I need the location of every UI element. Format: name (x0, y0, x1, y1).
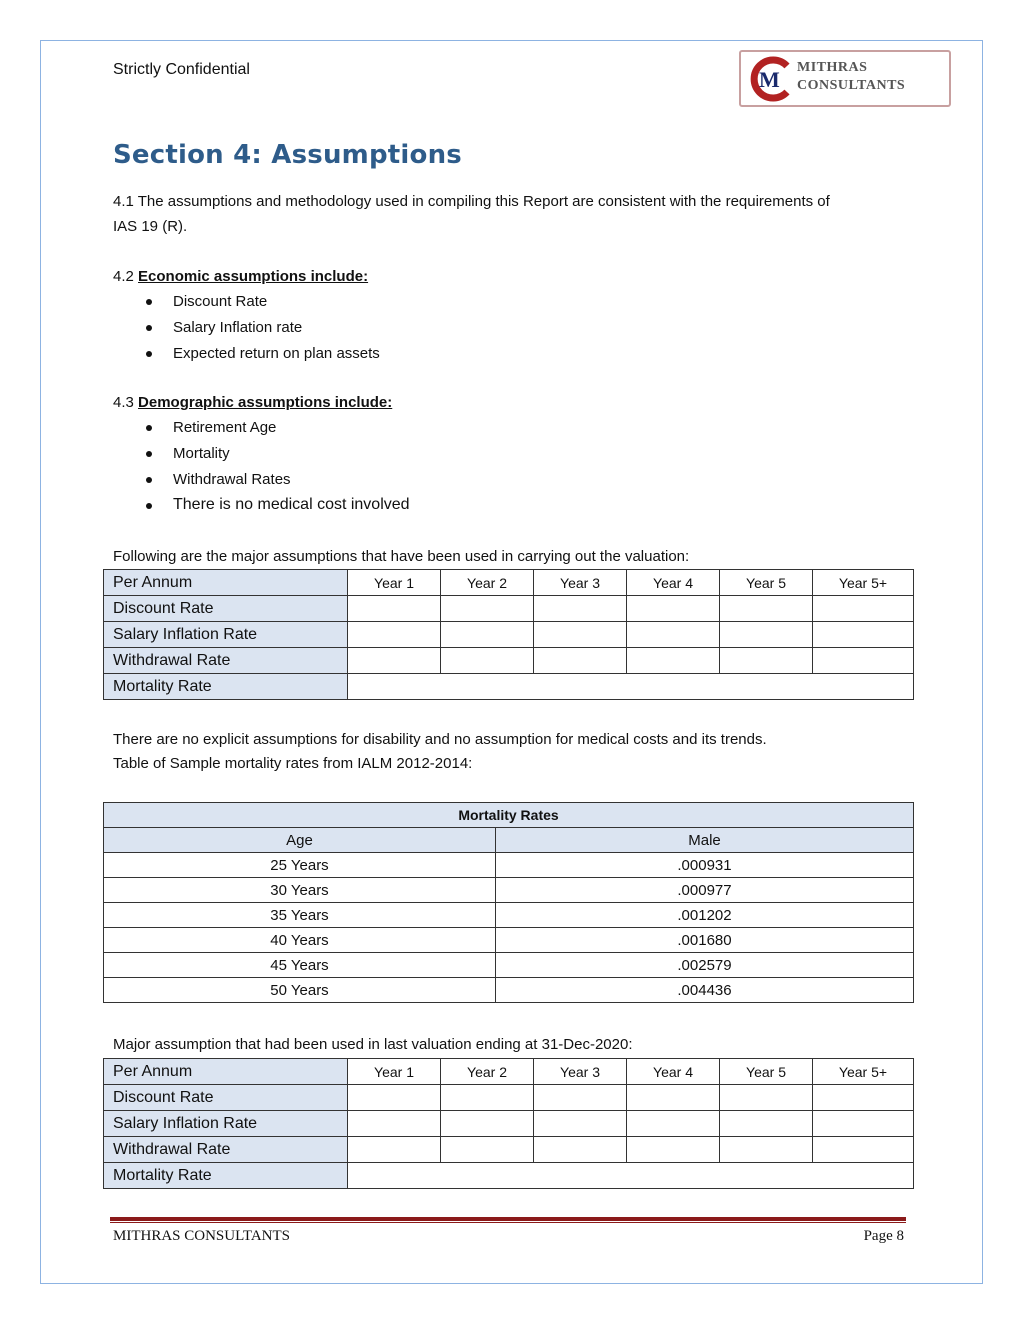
table-row (104, 1137, 914, 1163)
table-cell (720, 648, 813, 674)
table-cell (534, 622, 627, 648)
table-cell (627, 1111, 720, 1137)
rate-cell: .000977 (496, 878, 914, 903)
bullet-icon (146, 477, 152, 483)
para-4-1-line1: 4.1 The assumptions and methodology used in compiling this Report are consistent with the requirements of (113, 193, 830, 210)
table-row (104, 903, 914, 928)
row-label: Mortality Rate (104, 674, 348, 700)
table-cell (534, 1137, 627, 1163)
row-label: Discount Rate (104, 1085, 348, 1111)
list-item: There is no medical cost involved (173, 496, 410, 513)
table-cell (813, 596, 914, 622)
heading-4-3 (113, 394, 392, 412)
list-item: Mortality (173, 445, 230, 462)
heading-4-2-number: 4.2 (113, 268, 139, 285)
bullet-icon (146, 299, 152, 305)
footer-rule-thin (110, 1222, 906, 1223)
table-row (104, 953, 914, 978)
table-cell (348, 648, 441, 674)
table-cell (348, 1163, 914, 1189)
table2-intro: Major assumption that had been used in last valuation ending at 31-Dec-2020: (113, 1036, 633, 1053)
table-cell (348, 1111, 441, 1137)
heading-4-3-number: 4.3 (113, 394, 139, 411)
row-label: Salary Inflation Rate (104, 622, 348, 648)
logo-text-line1: MITHRAS (797, 60, 868, 75)
row-label: Withdrawal Rate (104, 648, 348, 674)
header-cell: Year 3 (534, 1059, 627, 1085)
age-cell: 25 Years (104, 853, 496, 878)
table-cell (813, 648, 914, 674)
table-cell (627, 648, 720, 674)
table-cell (441, 596, 534, 622)
heading-4-3-text: Demographic assumptions include: (138, 394, 393, 411)
table-cell (627, 596, 720, 622)
header-cell: Year 2 (441, 1059, 534, 1085)
bullet-icon (146, 425, 152, 431)
table-cell (534, 1085, 627, 1111)
header-cell: Year 1 (348, 570, 441, 596)
last-valuation-table (103, 1058, 914, 1189)
table-cell (720, 1137, 813, 1163)
table-cell (813, 622, 914, 648)
row-label: Salary Inflation Rate (104, 1111, 348, 1137)
rate-cell: .004436 (496, 978, 914, 1003)
list-item: Discount Rate (173, 293, 268, 310)
header-cell: Year 4 (627, 570, 720, 596)
table-row (104, 853, 914, 878)
table-cell (720, 622, 813, 648)
age-cell: 40 Years (104, 928, 496, 953)
table1-intro: Following are the major assumptions that have been used in carrying out the valuation: (113, 548, 690, 565)
heading-4-2 (113, 268, 368, 286)
age-cell: 35 Years (104, 903, 496, 928)
confidential-label: Strictly Confidential (113, 61, 250, 78)
logo-text-line2: CONSULTANTS (797, 78, 906, 93)
mortality-table (103, 802, 914, 1003)
table-cell (534, 648, 627, 674)
rate-cell: .001202 (496, 903, 914, 928)
footer-company: MITHRAS CONSULTANTS (113, 1228, 291, 1244)
note-line1: There are no explicit assumptions for disability and no assumption for medical costs and its trends. (113, 731, 767, 748)
bullet-icon (146, 503, 152, 509)
header-cell: Per Annum (104, 1059, 348, 1085)
table-cell (534, 1111, 627, 1137)
table-cell (348, 596, 441, 622)
age-cell: 30 Years (104, 878, 496, 903)
list-item: Salary Inflation rate (173, 319, 303, 336)
svg-text:M: M (759, 67, 780, 92)
table-cell (441, 648, 534, 674)
table-cell (534, 596, 627, 622)
row-label: Withdrawal Rate (104, 1137, 348, 1163)
list-item: Retirement Age (173, 419, 277, 436)
table-cell (627, 1137, 720, 1163)
list-item: Withdrawal Rates (173, 471, 291, 488)
list-item: Expected return on plan assets (173, 345, 380, 362)
table-cell (348, 622, 441, 648)
company-logo (739, 50, 951, 107)
table-cell (627, 1085, 720, 1111)
bullet-icon (146, 451, 152, 457)
assumption-table (103, 569, 914, 700)
table-header-row (104, 570, 914, 596)
table-row (104, 878, 914, 903)
header-cell: Year 5+ (813, 570, 914, 596)
bullet-icon (146, 325, 152, 331)
header-cell: Year 2 (441, 570, 534, 596)
table-cell (348, 674, 914, 700)
table-row (104, 648, 914, 674)
rate-cell: .002579 (496, 953, 914, 978)
header-cell: Year 5 (720, 1059, 813, 1085)
table-header-row (104, 828, 914, 853)
table-cell (441, 1111, 534, 1137)
table-cell (720, 1111, 813, 1137)
table-header-row (104, 1059, 914, 1085)
row-label: Mortality Rate (104, 1163, 348, 1189)
header-cell-age: Age (104, 828, 496, 853)
header-cell: Year 4 (627, 1059, 720, 1085)
table-cell (720, 596, 813, 622)
header-cell: Year 1 (348, 1059, 441, 1085)
table-cell (813, 1111, 914, 1137)
para-4-1-line2: IAS 19 (R). (113, 218, 188, 235)
table-cell (813, 1085, 914, 1111)
table-cell (441, 1085, 534, 1111)
bullet-icon (146, 351, 152, 357)
header-cell: Per Annum (104, 570, 348, 596)
rate-cell: .001680 (496, 928, 914, 953)
table-title-row (104, 803, 914, 828)
table-cell (720, 1085, 813, 1111)
header-cell-male: Male (496, 828, 914, 853)
heading-4-2-text: Economic assumptions include: (138, 268, 369, 285)
header-cell: Year 5+ (813, 1059, 914, 1085)
table-row (104, 1163, 914, 1189)
logo-mark-icon (747, 56, 795, 102)
header-cell: Year 5 (720, 570, 813, 596)
mortality-table-title: Mortality Rates (104, 803, 914, 828)
note-line2: Table of Sample mortality rates from IALM 2012-2014: (113, 755, 473, 772)
table-cell (441, 622, 534, 648)
table-row (104, 978, 914, 1003)
table-cell (441, 1137, 534, 1163)
table-cell (348, 1085, 441, 1111)
rate-cell: .000931 (496, 853, 914, 878)
table-row (104, 674, 914, 700)
table-row (104, 596, 914, 622)
table-row (104, 1085, 914, 1111)
age-cell: 45 Years (104, 953, 496, 978)
table-row (104, 622, 914, 648)
table-row (104, 1111, 914, 1137)
section-title: Section 4: Assumptions (113, 140, 462, 170)
age-cell: 50 Years (104, 978, 496, 1003)
table-row (104, 928, 914, 953)
footer-rule (110, 1217, 906, 1221)
table-cell (813, 1137, 914, 1163)
row-label: Discount Rate (104, 596, 348, 622)
table-cell (627, 622, 720, 648)
header-cell: Year 3 (534, 570, 627, 596)
page-number: Page 8 (863, 1228, 904, 1244)
table-cell (348, 1137, 441, 1163)
